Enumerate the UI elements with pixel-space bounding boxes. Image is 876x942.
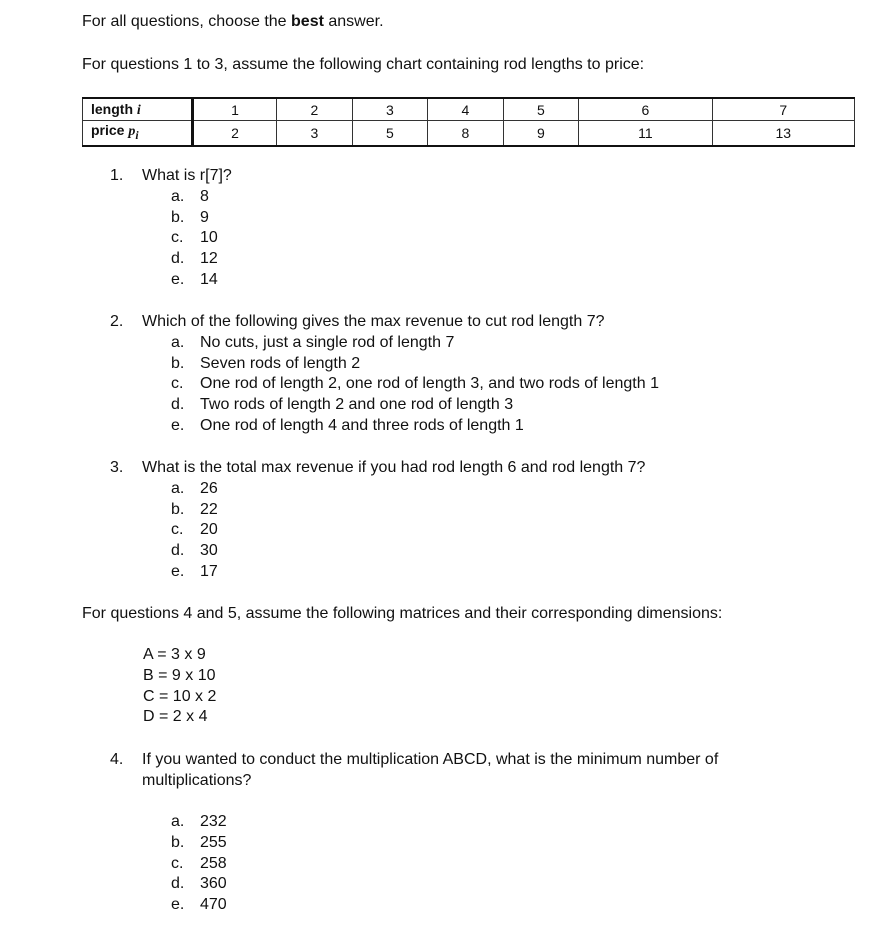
answer-option[interactable] [110, 187, 232, 208]
option-text: 258 [200, 854, 227, 872]
option-text: 360 [200, 875, 227, 893]
matrix-list [143, 645, 216, 728]
question-text: Which of the following gives the max revenue to cut rod length 7? [142, 313, 605, 330]
option-text: 17 [200, 562, 218, 580]
answer-option[interactable] [110, 812, 227, 833]
answer-option[interactable] [110, 854, 227, 875]
length-row [83, 98, 855, 121]
length-header [83, 98, 193, 121]
length-cell: 5 [503, 98, 579, 121]
length-cell: 2 [277, 98, 353, 121]
length-cell: 1 [193, 98, 277, 121]
option-letter: e. [171, 270, 185, 288]
option-text: 10 [200, 229, 218, 247]
option-letter: d. [171, 250, 185, 268]
option-letter: d. [171, 542, 185, 560]
price-cell: 9 [503, 121, 579, 146]
price-cell: 11 [579, 121, 712, 146]
question-number: 1. [110, 167, 124, 184]
question-text: If you wanted to conduct the multiplication ABCD, what is the minimum number of [142, 751, 719, 768]
length-label: length [91, 100, 137, 117]
option-letter: b. [171, 500, 185, 518]
question-3 [110, 458, 645, 583]
length-var: i [136, 102, 141, 118]
option-text: 470 [200, 896, 227, 914]
answer-option[interactable] [110, 833, 227, 854]
option-letter: e. [171, 562, 185, 580]
option-letter: c. [171, 854, 184, 872]
length-cell: 4 [428, 98, 504, 121]
option-text: Two rods of length 2 and one rod of length 3 [200, 396, 514, 414]
answer-option[interactable] [110, 249, 232, 270]
price-sub: i [135, 128, 139, 142]
option-letter: b. [171, 208, 185, 226]
answer-option[interactable] [110, 562, 645, 583]
option-text: One rod of length 2, one rod of length 3, and two rods of length 1 [200, 375, 659, 393]
answer-option[interactable] [110, 479, 645, 500]
option-letter: c. [171, 521, 184, 539]
matrix-dimension: D = 2 x 4 [143, 708, 208, 726]
option-text: 12 [200, 250, 218, 268]
answer-option[interactable] [110, 228, 232, 249]
answer-option[interactable] [110, 520, 645, 541]
option-text: No cuts, just a single rod of length 7 [200, 333, 455, 351]
option-text: 232 [200, 813, 227, 830]
option-text: 26 [200, 479, 218, 497]
question-4-options [110, 812, 227, 916]
question-number: 3. [110, 459, 124, 476]
matrix-intro-text: For questions 4 and 5, assume the following matrices and their corresponding dimensions: [82, 605, 723, 622]
length-cell: 6 [579, 98, 712, 121]
answer-option[interactable] [110, 874, 227, 895]
answer-option[interactable] [110, 395, 659, 416]
answer-option[interactable] [110, 270, 232, 291]
answer-option[interactable] [110, 333, 659, 354]
price-row [83, 121, 855, 146]
option-letter: e. [171, 416, 185, 434]
option-letter: c. [171, 229, 184, 247]
price-cell: 13 [712, 121, 854, 146]
option-text: 9 [200, 208, 209, 226]
answer-option[interactable] [110, 541, 645, 562]
option-text: 22 [200, 500, 218, 518]
option-letter: b. [171, 833, 185, 851]
instructions-bold: best [291, 13, 324, 30]
matrix-dimension: C = 10 x 2 [143, 687, 217, 705]
option-text: One rod of length 4 and three rods of length 1 [200, 416, 524, 434]
option-letter: c. [171, 375, 184, 393]
option-letter: a. [171, 333, 185, 351]
option-letter: a. [171, 479, 185, 497]
price-cell: 5 [352, 121, 428, 146]
length-cell: 7 [712, 98, 854, 121]
answer-option[interactable] [110, 374, 659, 395]
question-text: What is r[7]? [142, 167, 232, 184]
matrix-dimension: B = 9 x 10 [143, 666, 216, 684]
answer-option[interactable] [110, 208, 232, 229]
question-4 [110, 750, 718, 792]
price-cell: 2 [193, 121, 277, 146]
option-text: 30 [200, 542, 218, 560]
length-cell: 3 [352, 98, 428, 121]
instructions-post: answer. [323, 13, 384, 30]
rod-intro-text: For questions 1 to 3, assume the following chart containing rod lengths to price: [82, 56, 645, 73]
instructions-text [82, 12, 384, 32]
option-text: 20 [200, 521, 218, 539]
question-text-continued: multiplications? [142, 771, 252, 789]
option-text: 14 [200, 270, 218, 288]
question-text: What is the total max revenue if you had rod length 6 and rod length 7? [142, 459, 646, 476]
price-label: price [91, 122, 129, 138]
option-text: Seven rods of length 2 [200, 354, 361, 372]
answer-option[interactable] [110, 500, 645, 521]
option-letter: a. [171, 187, 185, 205]
option-letter: e. [171, 896, 185, 914]
question-1 [110, 166, 232, 291]
question-2 [110, 312, 659, 437]
option-letter: b. [171, 354, 185, 372]
price-header [83, 121, 193, 146]
price-cell: 8 [428, 121, 504, 146]
price-cell: 3 [277, 121, 353, 146]
answer-option[interactable] [110, 895, 227, 916]
question-number: 2. [110, 313, 124, 330]
option-letter: d. [171, 875, 185, 893]
matrix-dimension: A = 3 x 9 [143, 646, 206, 663]
option-letter: a. [171, 813, 185, 830]
option-letter: d. [171, 396, 185, 414]
rod-price-table [82, 97, 855, 147]
price-var: p [128, 124, 136, 139]
option-text: 8 [200, 187, 209, 205]
instructions-pre: For all questions, choose the [82, 13, 292, 30]
option-text: 255 [200, 833, 227, 851]
answer-option[interactable] [110, 416, 659, 437]
answer-option[interactable] [110, 354, 659, 375]
question-number: 4. [110, 751, 124, 768]
